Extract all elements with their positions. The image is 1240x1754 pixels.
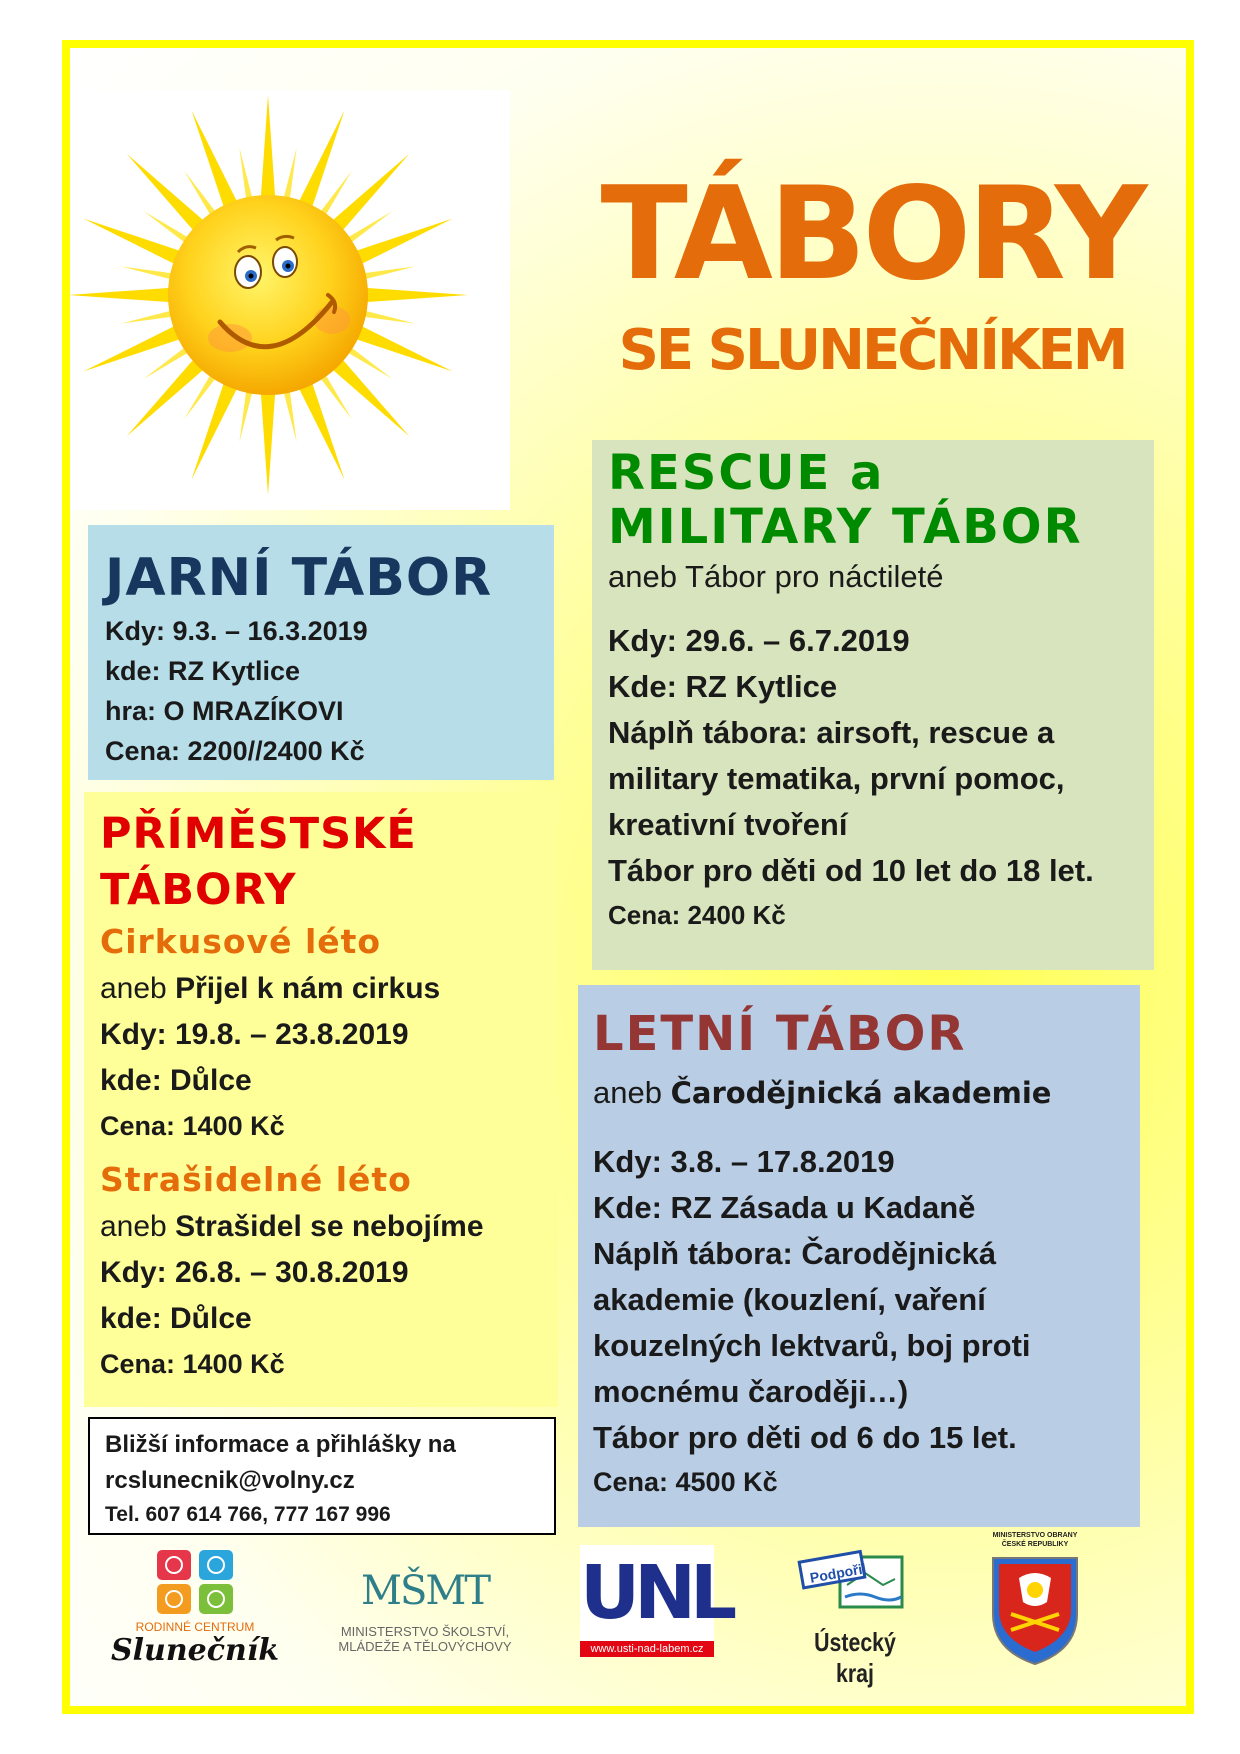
mo-line2: ČESKÉ REPUBLIKY bbox=[1001, 1541, 1069, 1548]
primestske-title-2: TÁBORY bbox=[100, 865, 297, 915]
rescue-military-box bbox=[592, 440, 1154, 970]
camp1-name: Cirkusové léto bbox=[100, 922, 382, 961]
rescue-kde: Kde: RZ Kytlice bbox=[608, 669, 838, 704]
info-text: Bližší informace a přihlášky na bbox=[105, 1431, 456, 1458]
rescue-subtitle: aneb Tábor pro náctileté bbox=[608, 559, 944, 594]
camp2-subtitle bbox=[100, 1204, 558, 1250]
camp2-kde: kde: Důlce bbox=[100, 1302, 252, 1335]
letni-vek: Tábor pro děti od 6 do 15 let. bbox=[593, 1420, 1017, 1455]
letni-napln-1: Náplň tábora: Čarodějnická bbox=[593, 1236, 997, 1271]
jarni-cena: Cena: 2200//2400 Kč bbox=[105, 736, 365, 766]
letni-cena: Cena: 4500 Kč bbox=[593, 1467, 778, 1497]
rescue-title-2: MILITARY TÁBOR bbox=[608, 499, 1083, 555]
info-phone: Tel. 607 614 766, 777 167 996 bbox=[105, 1503, 391, 1526]
letni-napln-4: mocnému čaroději…) bbox=[593, 1374, 909, 1409]
letni-kdy: Kdy: 3.8. – 17.8.2019 bbox=[593, 1144, 895, 1179]
sun-illustration bbox=[70, 90, 510, 510]
letni-aneb: aneb bbox=[593, 1075, 662, 1110]
rescue-title-1: RESCUE a bbox=[608, 445, 885, 501]
letni-subtitle bbox=[593, 1069, 1140, 1117]
camp1-aneb: aneb bbox=[100, 972, 167, 1005]
rescue-kdy: Kdy: 29.6. – 6.7.2019 bbox=[608, 623, 910, 658]
camp1-kdy: Kdy: 19.8. – 23.8.2019 bbox=[100, 1018, 409, 1051]
page-subtitle: SE SLUNEČNÍKEM bbox=[618, 318, 1126, 383]
letni-napln-3: kouzelných lektvarů, boj proti bbox=[593, 1328, 1031, 1363]
rescue-napln-1: Náplň tábora: airsoft, rescue a bbox=[608, 715, 1055, 750]
mo-line1: MINISTERSTVO OBRANY bbox=[992, 1532, 1078, 1539]
camp1-subtitle-text: Přijel k nám cirkus bbox=[175, 972, 441, 1005]
rc-line2: Slunečník bbox=[110, 1633, 280, 1668]
camp2-cena: Cena: 1400 Kč bbox=[100, 1349, 285, 1379]
letni-subtitle-text: Čarodějnická akademie bbox=[670, 1076, 1052, 1110]
camp2-subtitle-text: Strašidel se nebojíme bbox=[175, 1210, 484, 1243]
jarni-hra: hra: O MRAZÍKOVI bbox=[105, 696, 344, 726]
usti-mark: UNL bbox=[580, 1545, 714, 1641]
camp1-cena: Cena: 1400 Kč bbox=[100, 1111, 285, 1141]
sun-icon bbox=[70, 90, 510, 510]
usti-url[interactable]: www.usti-nad-labem.cz bbox=[580, 1641, 714, 1657]
primestske-tabory-box bbox=[84, 792, 558, 1407]
camp2-kdy: Kdy: 26.8. – 30.8.2019 bbox=[100, 1256, 409, 1289]
camp1-subtitle bbox=[100, 966, 558, 1012]
rc-line1: RODINNÉ CENTRUM bbox=[135, 1620, 255, 1634]
primestske-title-1: PŘÍMĚSTSKÉ bbox=[100, 809, 417, 859]
camp2-name: Strašidelné léto bbox=[100, 1160, 412, 1199]
msmt-line2: MLÁDEŽE A TĚLOVÝCHOVY bbox=[338, 1639, 512, 1654]
letni-kde: Kde: RZ Zásada u Kadaně bbox=[593, 1190, 976, 1225]
rescue-vek: Tábor pro děti od 10 let do 18 let. bbox=[608, 853, 1094, 888]
letni-napln-2: akademie (kouzlení, vaření bbox=[593, 1282, 986, 1317]
kraj-badge: Podpořil bbox=[808, 1560, 868, 1586]
rescue-napln-3: kreativní tvoření bbox=[608, 807, 848, 842]
page-title: TÁBORY bbox=[600, 160, 1144, 309]
letni-tabor-box bbox=[578, 985, 1140, 1527]
logo-msmt bbox=[315, 1568, 535, 1658]
jarni-title: JARNÍ TÁBOR bbox=[105, 548, 493, 608]
logo-rc-slunecnik bbox=[100, 1548, 290, 1668]
rescue-cena: Cena: 2400 Kč bbox=[608, 900, 786, 930]
rescue-napln-2: military tematika, první pomoc, bbox=[608, 761, 1065, 796]
kraj-name: Ústecký kraj bbox=[814, 1627, 896, 1688]
mo-shield-icon bbox=[989, 1554, 1081, 1666]
jarni-kdy: Kdy: 9.3. – 16.3.2019 bbox=[105, 616, 368, 646]
camp1-kde: kde: Důlce bbox=[100, 1064, 252, 1097]
logo-usti-nad-labem bbox=[580, 1545, 732, 1657]
logo-ustecky-kraj bbox=[780, 1545, 930, 1688]
msmt-mark: MŠMT bbox=[361, 1568, 489, 1614]
msmt-line1: MINISTERSTVO ŠKOLSTVÍ, bbox=[340, 1624, 510, 1639]
jarni-kde: kde: RZ Kytlice bbox=[105, 656, 301, 686]
letni-title: LETNÍ TÁBOR bbox=[593, 1006, 967, 1062]
rc-tiles-icon bbox=[155, 1548, 235, 1616]
camp2-aneb: aneb bbox=[100, 1210, 167, 1243]
contact-info-box bbox=[88, 1417, 556, 1535]
info-email[interactable]: rcslunecnik@volny.cz bbox=[105, 1467, 355, 1494]
jarni-tabor-box bbox=[88, 525, 554, 780]
logo-ministerstvo-obrany bbox=[975, 1532, 1095, 1667]
